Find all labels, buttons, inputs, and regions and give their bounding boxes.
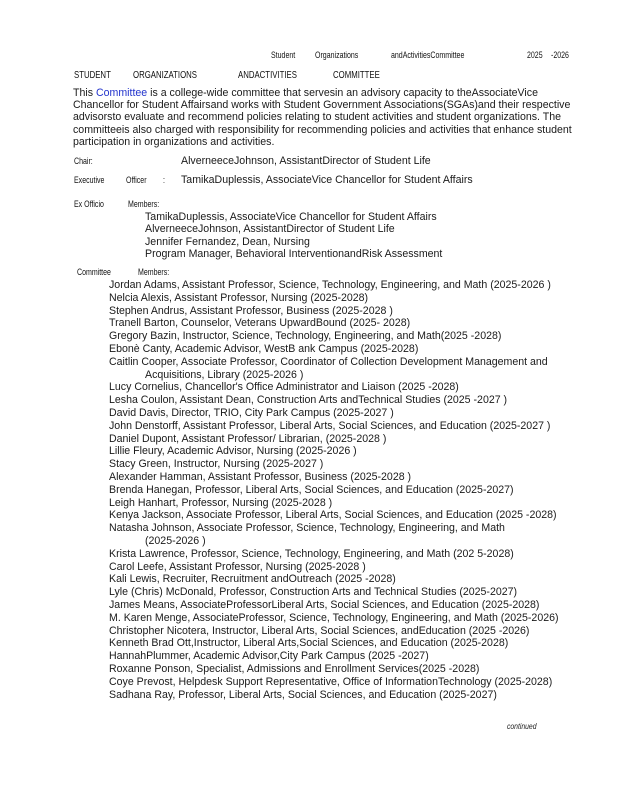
- running-header-year-start: 2025: [527, 50, 543, 60]
- continued-note: continued: [507, 722, 537, 731]
- list-item: [109, 420, 609, 433]
- running-header-word: Organizations: [315, 50, 359, 60]
- running-header-word: andActivitiesCommittee: [391, 50, 465, 60]
- list-item: [109, 625, 609, 638]
- list-item: [109, 381, 609, 394]
- member-text: Kali Lewis, Recruiter, Recruitment andOutreach (2025 -2028): [109, 573, 396, 586]
- member-text: Sadhana Ray, Professor, Liberal Arts, Social Sciences, and Education (2025-2027): [109, 688, 497, 701]
- member-text: Kenya Jackson, Associate Professor, Liberal Arts, Social Sciences, and Education (2025 -2028): [109, 509, 557, 522]
- member-text: Jordan Adams, Assistant Professor, Science, Technology, Engineering, and Math (2025-2026 ): [109, 279, 551, 291]
- member-text: Daniel Dupont, Assistant Professor/ Librarian, (2025-2028 ): [109, 432, 387, 445]
- list-item: [109, 343, 609, 356]
- member-text: Ebonè Canty, Academic Advisor, WestB ank Campus (2025-2028): [109, 342, 419, 355]
- list-item: [109, 330, 609, 343]
- list-item: [109, 663, 609, 676]
- list-item: [109, 599, 609, 612]
- ex-officio-list: [145, 211, 442, 261]
- chair-row: [0, 155, 618, 168]
- executive-officer-label: Officer: [126, 175, 147, 185]
- list-item: [109, 407, 609, 420]
- intro-line: [73, 87, 618, 99]
- member-text: Kenneth Brad Ott,Instructor, Liberal Arts,Social Sciences, and Education (2025-2028): [109, 637, 509, 650]
- list-item: [109, 458, 609, 471]
- member-text: Leigh Hanhart, Professor, Nursing (2025-2028 ): [109, 496, 333, 509]
- list-item: [109, 509, 609, 522]
- committee-members-label: Members:: [138, 267, 170, 277]
- list-item: [109, 586, 609, 599]
- list-item: [109, 637, 609, 650]
- list-item: Jennifer Fernandez, Dean, Nursing: [145, 235, 310, 248]
- intro-paragraph: [73, 87, 618, 148]
- member-text: Stacy Green, Instructor, Nursing (2025-2027 ): [109, 458, 324, 471]
- executive-officer-colon: :: [163, 175, 165, 185]
- member-text: James Means, AssociateProfessorLiberal Arts, Social Sciences, and Education (2025-2028): [109, 598, 540, 611]
- list-item: [109, 484, 609, 497]
- member-text-continuation: (2025-2026 ): [145, 534, 206, 547]
- list-item: [109, 305, 609, 318]
- list-item: [109, 497, 609, 510]
- committee-link[interactable]: Committee: [95, 87, 148, 99]
- list-item: [109, 317, 609, 330]
- ex-officio-label: Members:: [128, 199, 160, 209]
- executive-officer-label: Executive: [74, 175, 105, 185]
- member-text-continuation: Acquisitions, Library (2025-2026 ): [145, 368, 304, 381]
- running-header-year-end: -2026: [551, 50, 569, 60]
- member-text: Brenda Hanegan, Professor, Liberal Arts, Social Sciences, and Education (2025-2027): [109, 483, 514, 496]
- list-item: TamikaDuplessis, AssociateVice Chancellor for Student Affairs: [145, 211, 437, 223]
- member-text: Lyle (Chris) McDonald, Professor, Construction Arts and Technical Studies (2025-2027): [109, 586, 518, 599]
- member-text: Coye Prevost, Helpdesk Support Representative, Office of InformationTechnology (2025-2028): [109, 675, 553, 688]
- member-text: Lillie Fleury, Academic Advisor, Nursing (2025-2026 ): [109, 445, 357, 458]
- list-item: [109, 394, 609, 407]
- member-text: Christopher Nicotera, Instructor, Liberal Arts, Social Sciences, andEducation (2025 -2026): [109, 624, 530, 637]
- intro-line: committeeis also charged with responsibility for recommending policies and activities that enhance student: [73, 123, 572, 136]
- list-item: [109, 612, 609, 625]
- list-item: [109, 676, 609, 689]
- list-item: [109, 356, 609, 382]
- intro-line: participation in organizations and activities.: [73, 135, 275, 148]
- list-item: [109, 471, 609, 484]
- title-word: ANDACTIVITIES: [238, 70, 297, 81]
- intro-line: advisorsto evaluate and recommend policies relating to student activities and student organizations. The: [73, 111, 561, 124]
- title-word: STUDENT: [74, 70, 111, 81]
- list-item: [109, 548, 609, 561]
- list-item: [109, 292, 609, 305]
- member-text: John Denstorff, Assistant Professor, Liberal Arts, Social Sciences, and Education (2025-2027 ): [109, 419, 551, 432]
- member-text: Carol Leefe, Assistant Professor, Nursing (2025-2028 ): [109, 560, 366, 573]
- intro-prefix: This: [73, 87, 96, 99]
- member-text: Krista Lawrence, Professor, Science, Technology, Engineering, and Math (202 5-2028): [109, 547, 514, 560]
- member-text: Nelcia Alexis, Assistant Professor, Nursing (2025-2028): [109, 291, 369, 304]
- member-text: David Davis, Director, TRIO, City Park Campus (2025-2027 ): [109, 406, 394, 419]
- member-text: Tranell Barton, Counselor, Veterans UpwardBound (2025- 2028): [109, 317, 411, 330]
- list-item: AlverneeceJohnson, AssistantDirector of Student Life: [145, 223, 395, 236]
- ex-officio-label: Ex Officio: [74, 199, 104, 209]
- title-word: COMMITTEE: [333, 70, 380, 81]
- member-text: Lesha Coulon, Assistant Dean, Construction Arts andTechnical Studies (2025 -2027 ): [109, 394, 508, 407]
- list-item: [109, 522, 609, 548]
- member-text: HannahPlummer, Academic Advisor,City Park Campus (2025 -2027): [109, 650, 429, 663]
- intro-line-text: is a college-wide committee that servesin an advisory capacity to theAssociateVice: [147, 87, 538, 99]
- member-text: Roxanne Ponson, Specialist, Admissions and Enrollment Services(2025 -2028): [109, 662, 480, 675]
- member-text: Gregory Bazin, Instructor, Science, Technology, Engineering, and Math(2025 -2028): [109, 330, 502, 343]
- member-text: Lucy Cornelius, Chancellor's Office Administrator and Liaison (2025 -2028): [109, 381, 459, 394]
- list-item: [109, 650, 609, 663]
- member-text: Caitlin Cooper, Associate Professor, Coordinator of Collection Development Management and: [109, 355, 548, 368]
- running-header-word: Student: [271, 50, 296, 60]
- running-header: [0, 50, 618, 62]
- list-item: [109, 689, 609, 702]
- member-text: Alexander Hamman, Assistant Professor, Business (2025-2028 ): [109, 470, 412, 483]
- page-title: [0, 70, 618, 82]
- chair-value: AlverneeceJohnson, AssistantDirector of Student Life: [181, 155, 431, 167]
- member-text: M. Karen Menge, AssociateProfessor, Science, Technology, Engineering, and Math (2025-2026): [109, 611, 559, 624]
- member-text: Stephen Andrus, Assistant Professor, Business (2025-2028 ): [109, 304, 393, 317]
- list-item: [109, 445, 609, 458]
- member-text: Natasha Johnson, Associate Professor, Science, Technology, Engineering, and Math: [109, 522, 505, 535]
- list-item: [109, 433, 609, 446]
- list-item: Program Manager, Behavioral InterventionandRisk Assessment: [145, 248, 443, 261]
- chair-label: Chair:: [74, 156, 93, 166]
- executive-officer-value: TamikaDuplessis, AssociateVice Chancellor for Student Affairs: [181, 174, 473, 186]
- list-item: [109, 561, 609, 574]
- intro-line: Chancellor for Student Affairsand works with Student Government Associations(SGAs)and their respective: [73, 99, 571, 112]
- list-item: [109, 573, 609, 586]
- title-word: ORGANIZATIONS: [133, 70, 197, 81]
- committee-members-label: Committee: [77, 267, 111, 277]
- executive-officer-row: [0, 174, 618, 187]
- committee-members-list: [109, 279, 609, 701]
- list-item: [109, 279, 609, 292]
